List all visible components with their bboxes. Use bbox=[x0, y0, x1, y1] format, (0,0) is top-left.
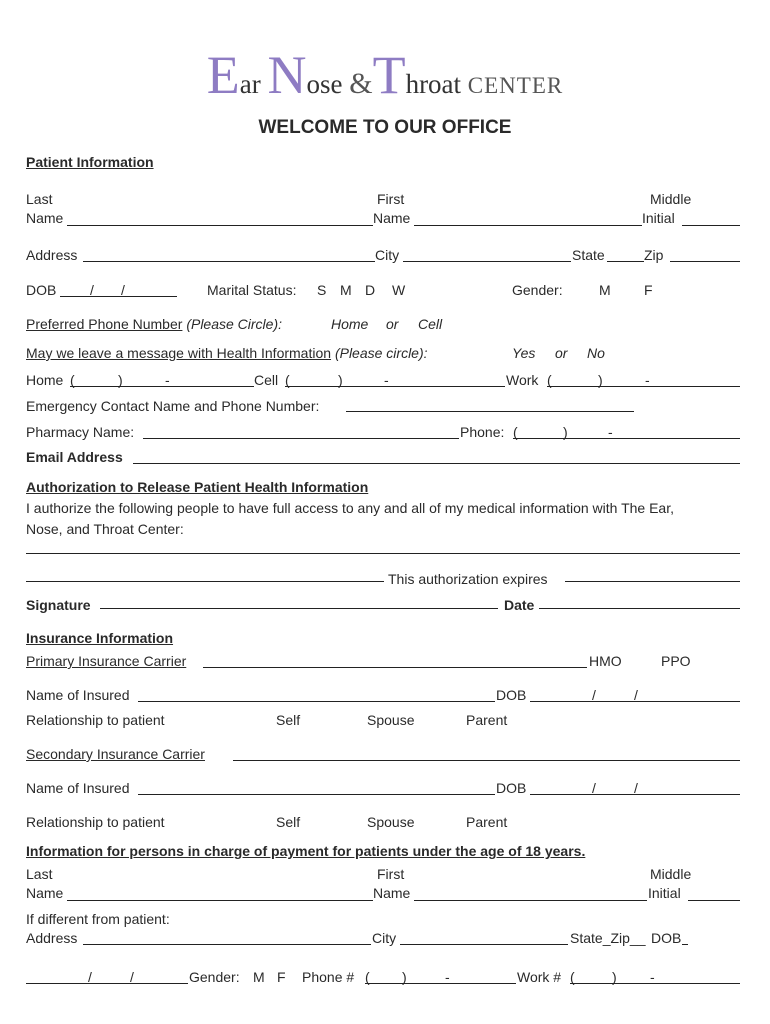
guarantor-first-name-label: Name bbox=[373, 885, 411, 901]
guarantor-address-field[interactable] bbox=[83, 944, 371, 945]
message-instruction: (Please circle): bbox=[334, 345, 428, 361]
initial-label: Initial bbox=[642, 210, 675, 226]
preferred-home-option[interactable]: Home bbox=[331, 316, 369, 332]
gender-option-m[interactable]: M bbox=[599, 282, 611, 298]
paren: ) bbox=[563, 424, 568, 440]
emergency-contact-field[interactable] bbox=[346, 411, 634, 412]
secondary-carrier-label: Secondary Insurance Carrier bbox=[26, 746, 205, 762]
guarantor-initial-label: Initial bbox=[648, 885, 681, 901]
message-no-option[interactable]: No bbox=[587, 345, 605, 361]
guarantor-last-label: Last bbox=[26, 866, 53, 882]
primary-relationship-parent[interactable]: Parent bbox=[466, 712, 508, 728]
guarantor-work-label: Work # bbox=[517, 969, 562, 985]
paren: ) bbox=[598, 372, 603, 388]
paren: ) bbox=[338, 372, 343, 388]
home-phone-label: Home bbox=[26, 372, 64, 388]
pharmacy-phone-label: Phone: bbox=[460, 424, 505, 440]
zip-field[interactable] bbox=[670, 261, 740, 262]
zip-label: Zip bbox=[644, 247, 664, 263]
guarantor-dob-field[interactable] bbox=[682, 944, 688, 945]
guarantor-if-different: If different from patient: bbox=[26, 911, 170, 927]
dob-slash: / bbox=[634, 780, 638, 796]
primary-relationship-self[interactable]: Self bbox=[276, 712, 301, 728]
cell-phone-field[interactable] bbox=[285, 386, 505, 387]
message-yes-option[interactable]: Yes bbox=[512, 345, 536, 361]
last-label: Last bbox=[26, 191, 53, 207]
last-name-label: Name bbox=[26, 210, 64, 226]
paren: ( bbox=[70, 372, 75, 388]
email-field[interactable] bbox=[133, 463, 740, 464]
dash: - bbox=[650, 969, 655, 985]
guarantor-dob-continued-field[interactable] bbox=[26, 983, 188, 984]
dob-slash: / bbox=[90, 282, 94, 298]
guarantor-last-name-label: Name bbox=[26, 885, 64, 901]
pharmacy-label: Pharmacy Name: bbox=[26, 424, 135, 440]
dash: - bbox=[645, 372, 650, 388]
paren: ( bbox=[513, 424, 518, 440]
authorized-person-field-2[interactable] bbox=[26, 581, 384, 582]
secondary-relationship-label: Relationship to patient bbox=[26, 814, 165, 830]
logo-center: CENTER bbox=[467, 73, 564, 98]
guarantor-work-field[interactable] bbox=[570, 983, 740, 984]
primary-hmo-option[interactable]: HMO bbox=[589, 653, 622, 669]
primary-relationship-spouse[interactable]: Spouse bbox=[367, 712, 415, 728]
guarantor-middle-initial-field[interactable] bbox=[688, 900, 740, 901]
dash: - bbox=[165, 372, 170, 388]
marital-option-m[interactable]: M bbox=[340, 282, 352, 298]
dob-slash: / bbox=[634, 687, 638, 703]
gender-option-f[interactable]: F bbox=[644, 282, 653, 298]
preferred-phone-row bbox=[26, 316, 282, 332]
primary-insured-name-field[interactable] bbox=[138, 701, 495, 702]
logo-throat: hroat bbox=[405, 69, 468, 99]
logo bbox=[0, 45, 770, 105]
address-field[interactable] bbox=[83, 261, 375, 262]
authorization-expires-field[interactable] bbox=[565, 581, 740, 582]
preferred-or: or bbox=[386, 316, 399, 332]
message-or: or bbox=[555, 345, 568, 361]
dob-field[interactable] bbox=[60, 296, 177, 297]
dob-slash: / bbox=[592, 687, 596, 703]
authorization-expires-label: This authorization expires bbox=[388, 571, 548, 587]
secondary-relationship-spouse[interactable]: Spouse bbox=[367, 814, 415, 830]
date-label: Date bbox=[504, 597, 535, 613]
authorization-text-2: Nose, and Throat Center: bbox=[26, 521, 184, 537]
cell-phone-label: Cell bbox=[254, 372, 279, 388]
insurance-heading: Insurance Information bbox=[26, 630, 174, 646]
state-label: State bbox=[572, 247, 605, 263]
logo-nose: ose bbox=[306, 69, 350, 99]
secondary-relationship-self[interactable]: Self bbox=[276, 814, 301, 830]
paren: ) bbox=[612, 969, 617, 985]
marital-option-s[interactable]: S bbox=[317, 282, 327, 298]
secondary-carrier-field[interactable] bbox=[233, 760, 740, 761]
first-name-field[interactable] bbox=[414, 225, 642, 226]
authorized-person-field[interactable] bbox=[26, 553, 740, 554]
logo-ear: ar bbox=[239, 69, 268, 99]
preferred-phone-label: Preferred Phone Number bbox=[26, 316, 183, 332]
primary-insured-dob-field[interactable] bbox=[530, 701, 740, 702]
paren: ( bbox=[570, 969, 575, 985]
primary-ppo-option[interactable]: PPO bbox=[661, 653, 691, 669]
page-title: WELCOME TO OUR OFFICE bbox=[258, 117, 512, 138]
secondary-insured-name-label: Name of Insured bbox=[26, 780, 130, 796]
home-phone-field[interactable] bbox=[70, 386, 254, 387]
marital-option-d[interactable]: D bbox=[365, 282, 376, 298]
first-name-label: Name bbox=[373, 210, 411, 226]
marital-status-label: Marital Status: bbox=[207, 282, 297, 298]
dash: - bbox=[384, 372, 389, 388]
work-phone-field[interactable] bbox=[547, 386, 740, 387]
secondary-insured-dob-label: DOB bbox=[496, 780, 527, 796]
guarantor-state-zip-label: State_Zip__ bbox=[570, 930, 646, 946]
dob-label: DOB bbox=[26, 282, 57, 298]
guarantor-city-field[interactable] bbox=[400, 944, 568, 945]
logo-t: T bbox=[372, 45, 406, 105]
pharmacy-phone-field[interactable] bbox=[513, 438, 740, 439]
paren: ( bbox=[547, 372, 552, 388]
guarantor-dob-label: DOB bbox=[651, 930, 682, 946]
signature-field[interactable] bbox=[100, 608, 498, 609]
last-name-field[interactable] bbox=[67, 225, 373, 226]
preferred-phone-instruction: (Please Circle): bbox=[186, 316, 283, 332]
dob-slash: / bbox=[130, 969, 134, 985]
dash: - bbox=[445, 969, 450, 985]
primary-insured-dob-label: DOB bbox=[496, 687, 527, 703]
pharmacy-field[interactable] bbox=[143, 438, 459, 439]
primary-relationship-label: Relationship to patient bbox=[26, 712, 165, 728]
dash: - bbox=[608, 424, 613, 440]
guarantor-first-label: First bbox=[377, 866, 405, 882]
primary-insured-name-label: Name of Insured bbox=[26, 687, 130, 703]
patient-info-heading: Patient Information bbox=[26, 154, 154, 170]
authorization-text-1: I authorize the following people to have full access to any and all of my medical information with The Ear, bbox=[26, 500, 674, 516]
paren: ( bbox=[365, 969, 370, 985]
date-field[interactable] bbox=[539, 608, 740, 609]
city-field[interactable] bbox=[403, 261, 571, 262]
message-question-row bbox=[26, 345, 428, 361]
address-label: Address bbox=[26, 247, 78, 263]
guarantor-last-name-field[interactable] bbox=[67, 900, 373, 901]
middle-initial-field[interactable] bbox=[682, 225, 740, 226]
preferred-cell-option[interactable]: Cell bbox=[418, 316, 443, 332]
paren: ) bbox=[118, 372, 123, 388]
email-label: Email Address bbox=[26, 449, 123, 465]
work-phone-label: Work bbox=[506, 372, 539, 388]
guarantor-gender-f[interactable]: F bbox=[277, 969, 286, 985]
dob-slash: / bbox=[592, 780, 596, 796]
logo-e: E bbox=[206, 45, 240, 105]
middle-label: Middle bbox=[650, 191, 692, 207]
primary-carrier-label: Primary Insurance Carrier bbox=[26, 653, 187, 669]
secondary-relationship-parent[interactable]: Parent bbox=[466, 814, 508, 830]
first-label: First bbox=[377, 191, 405, 207]
guarantor-gender-m[interactable]: M bbox=[253, 969, 265, 985]
guarantor-gender-label: Gender: bbox=[189, 969, 240, 985]
state-field[interactable] bbox=[607, 261, 644, 262]
guarantor-city-label: City bbox=[372, 930, 397, 946]
logo-ampersand: & bbox=[349, 67, 373, 100]
dob-slash: / bbox=[88, 969, 92, 985]
guarantor-phone-label: Phone # bbox=[302, 969, 355, 985]
emergency-contact-label: Emergency Contact Name and Phone Number: bbox=[26, 398, 320, 414]
message-question: May we leave a message with Health Information bbox=[26, 345, 332, 361]
guarantor-middle-label: Middle bbox=[650, 866, 692, 882]
guarantor-address-label: Address bbox=[26, 930, 78, 946]
city-label: City bbox=[375, 247, 400, 263]
primary-carrier-field[interactable] bbox=[203, 667, 587, 668]
secondary-insured-name-field[interactable] bbox=[138, 794, 495, 795]
signature-label: Signature bbox=[26, 597, 91, 613]
paren: ) bbox=[402, 969, 407, 985]
logo-n: N bbox=[267, 45, 307, 105]
guarantor-phone-field[interactable] bbox=[365, 983, 516, 984]
guarantor-heading: Information for persons in charge of payment for patients under the age of 18 years. bbox=[26, 843, 586, 859]
guarantor-first-name-field[interactable] bbox=[414, 900, 647, 901]
authorization-heading: Authorization to Release Patient Health Information bbox=[26, 479, 369, 495]
paren: ( bbox=[285, 372, 290, 388]
marital-option-w[interactable]: W bbox=[392, 282, 406, 298]
gender-label: Gender: bbox=[512, 282, 563, 298]
dob-slash: / bbox=[121, 282, 125, 298]
secondary-insured-dob-field[interactable] bbox=[530, 794, 740, 795]
